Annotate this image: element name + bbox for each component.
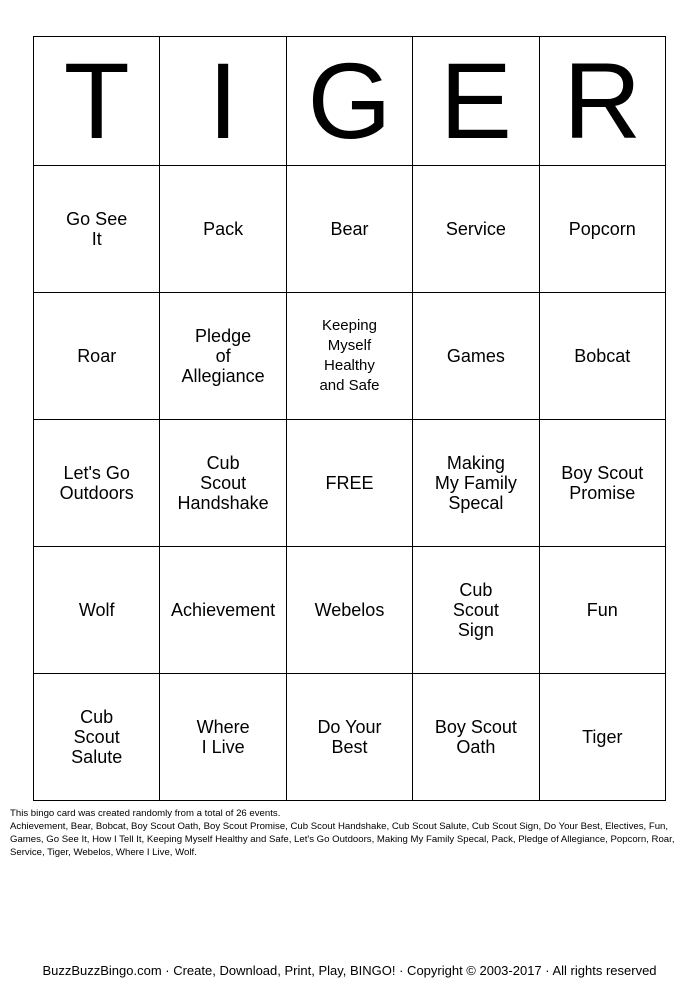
header-letter: E <box>413 37 539 166</box>
bingo-cell <box>286 547 412 674</box>
info-summary: This bingo card was created randomly from a total of 26 events. <box>10 808 281 819</box>
bingo-cell <box>34 293 160 420</box>
bingo-cell <box>413 547 539 674</box>
bingo-card <box>33 36 666 801</box>
bingo-cell <box>413 674 539 801</box>
info-event-list: Achievement, Bear, Bobcat, Boy Scout Oath, Boy Scout Promise, Cub Scout Handshake, Cub Scout Salute, Cub Scout Sign, Do Your Best, Electives, Fun, Games, Go See It, How I Tell It, Keeping Myself Healthy and Safe, Let's Go Outdoors, Making My Family Specal, Pack, Pledge of Allegiance, Popcorn, Roar, Service, Tiger, Webelos, Where I Live, Wolf. <box>10 821 675 858</box>
cell-label: Achievement <box>171 600 276 620</box>
bingo-cell <box>286 166 412 293</box>
bingo-row <box>34 166 666 293</box>
header-letter: G <box>286 37 412 166</box>
cell-label: Boy Scout Oath <box>434 717 517 757</box>
cell-label: Bear <box>330 219 369 239</box>
bingo-cell <box>413 293 539 420</box>
cell-label: Games <box>446 346 505 366</box>
cell-label: Webelos <box>314 600 385 620</box>
bingo-cell <box>539 166 665 293</box>
bingo-cell <box>413 166 539 293</box>
cell-label: Making My Family Specal <box>434 453 517 513</box>
bingo-cell <box>34 547 160 674</box>
cell-label: Service <box>445 219 506 239</box>
bingo-row <box>34 674 666 801</box>
header-letter: R <box>539 37 665 166</box>
cell-label: Roar <box>77 346 117 366</box>
bingo-cell <box>160 293 286 420</box>
bingo-cell <box>160 420 286 547</box>
cell-label: Keeping Myself Healthy and Safe <box>319 317 380 394</box>
cell-label: Cub Scout Salute <box>71 707 123 767</box>
bingo-row <box>34 293 666 420</box>
header-row <box>34 37 666 166</box>
bingo-cell <box>539 420 665 547</box>
cell-label: Go See It <box>66 209 128 249</box>
header-letter: T <box>34 37 160 166</box>
cell-label: Where I Live <box>196 717 250 757</box>
cell-label: Do Your Best <box>317 717 382 757</box>
bingo-cell <box>539 293 665 420</box>
bingo-cell <box>34 420 160 547</box>
bingo-row <box>34 420 666 547</box>
bingo-cell <box>539 674 665 801</box>
free-cell <box>286 420 412 547</box>
cell-label: Tiger <box>582 727 623 747</box>
cell-label: Pledge of Allegiance <box>181 326 265 386</box>
cell-label: FREE <box>325 473 374 493</box>
cell-label: Pack <box>203 219 244 239</box>
bingo-cell <box>539 547 665 674</box>
bingo-cell <box>413 420 539 547</box>
cell-label: Cub Scout Sign <box>452 580 499 640</box>
bingo-cell <box>160 547 286 674</box>
bingo-cell <box>286 674 412 801</box>
bingo-cell <box>160 674 286 801</box>
page-footer: BuzzBuzzBingo.com · Create, Download, Print, Play, BINGO! · Copyright © 2003-2017 · All rights reserved <box>42 963 657 978</box>
cell-label: Boy Scout Promise <box>561 463 644 503</box>
header-letter: I <box>160 37 286 166</box>
bingo-cell <box>160 166 286 293</box>
bingo-cell <box>286 293 412 420</box>
cell-label: Let's Go Outdoors <box>59 463 134 503</box>
cell-label: Popcorn <box>568 219 636 239</box>
bingo-row <box>34 547 666 674</box>
bingo-cell <box>34 166 160 293</box>
cell-label: Cub Scout Handshake <box>177 453 269 513</box>
cell-label: Bobcat <box>574 346 631 366</box>
card-info <box>10 807 680 859</box>
cell-label: Fun <box>586 600 618 620</box>
bingo-cell <box>34 674 160 801</box>
cell-label: Wolf <box>78 600 115 620</box>
